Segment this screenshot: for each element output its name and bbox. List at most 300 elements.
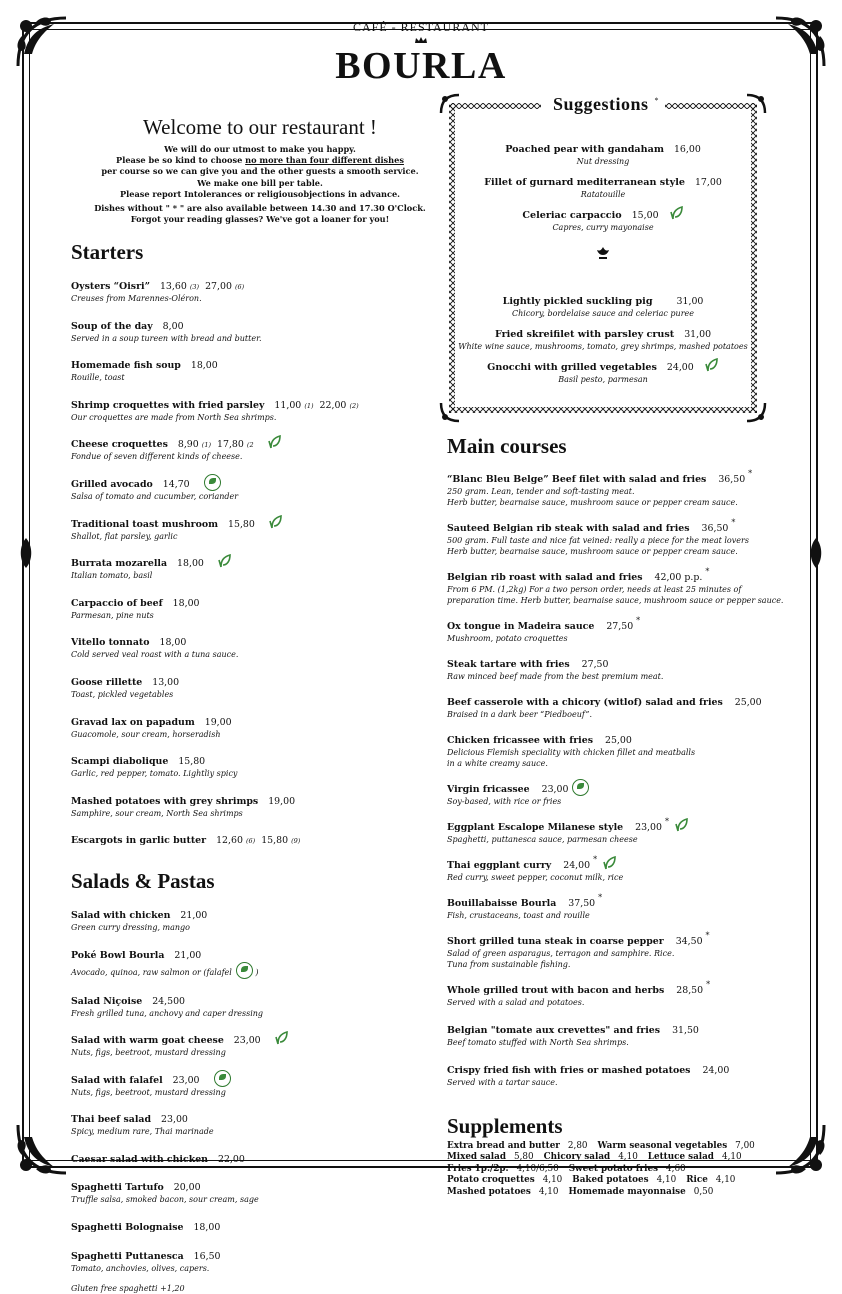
menu-item-price: 8,00 [162, 320, 184, 332]
menu-item-price: 21,00 [180, 910, 208, 922]
menu-item-description-text: Cold served veal roast with a tuna sauce. [71, 650, 239, 660]
starters-list [71, 274, 431, 847]
welcome-line: We make one bill per table. [197, 177, 323, 188]
supplement-name: Mashed potatoes [447, 1186, 531, 1197]
supplement-price: 2,80 [567, 1141, 588, 1151]
menu-item-price: 25,00 [734, 697, 762, 708]
right-column [447, 434, 792, 1198]
portion-note: (1) [302, 401, 314, 410]
menu-item-name: Salad Niçoise [71, 995, 143, 1007]
menu-item [71, 903, 431, 933]
leaf-icon [268, 435, 282, 449]
menu-item-description: Beef tomato stuffed with North Sea shrimps. [447, 1038, 629, 1047]
welcome-text [60, 144, 460, 225]
menu-item-description: Raw minced beef made from the best premium meat. [447, 672, 664, 681]
menu-item-name: Virgin fricassee [447, 784, 530, 795]
portion-note: (6) [243, 837, 256, 846]
menu-item-price: 23,00 [161, 1114, 188, 1126]
menu-item-title-line [71, 1147, 431, 1166]
menu-item-description-text: Avocado, quinoa, raw salmon or (falafel [71, 967, 232, 977]
portion-note: (6) [232, 283, 245, 291]
menu-item-description-text: Tomato, anchovies, olives, capers. [71, 1263, 210, 1273]
menu-item-price: 18,00 [190, 360, 218, 372]
menu-item-price: 42,00 p.p. [654, 572, 703, 583]
menu-item-name: Homemade fish soup [71, 360, 181, 372]
menu-item [71, 1244, 431, 1274]
star-marker: * [731, 517, 736, 527]
menu-item-title-line [447, 1018, 792, 1037]
menu-item-description [71, 1047, 431, 1058]
side-ornament-icon [17, 538, 35, 568]
salads-title: Salads & Pastas [71, 869, 215, 894]
menu-item-description-text: Truffle salsa, smoked bacon, sour cream, sage [71, 1195, 259, 1205]
restaurant-name: BOURLA [335, 45, 507, 87]
supplements-list [447, 1141, 792, 1198]
menu-item-description-text: Green curry dressing, mango [71, 923, 190, 933]
portion-note: (9) [289, 837, 301, 846]
menu-item-title-line [71, 670, 431, 689]
menu-item [447, 614, 792, 644]
menu-item [71, 789, 431, 819]
menu-item-description-text: Our croquettes are made from North Sea shrimps. [71, 412, 277, 422]
star-marker: * [593, 854, 598, 864]
main-courses-list [447, 467, 792, 1088]
menu-item-description-text: Fresh grilled tuna, anchovy and caper dressing [71, 1008, 264, 1018]
menu-item-title-line [447, 690, 792, 709]
menu-item-description-text: Spicy, medium rare, Thai marinade [71, 1127, 214, 1137]
vegan-badge-icon [572, 779, 589, 796]
menu-item-title-line [447, 614, 792, 633]
menu-item-price: 20,00 [173, 1182, 201, 1194]
menu-item-price: 23,00 [233, 1035, 261, 1047]
side-ornament-icon [807, 538, 825, 568]
supplement-price: 4,10 [618, 1152, 638, 1163]
vegan-badge-icon [204, 474, 221, 491]
supplement-price: 0,50 [693, 1186, 714, 1197]
menu-item-description: Fish, crustaceans, toast and rouille [447, 911, 590, 920]
menu-item-title-line [71, 432, 431, 451]
menu-item-title-line [447, 777, 792, 796]
supplement-name: Warm seasonal vegetables [597, 1141, 728, 1151]
corner-flourish-icon [439, 401, 461, 423]
fleur-ornament-icon [596, 247, 610, 259]
menu-item-name: Short grilled tuna steak in coarse pepper [447, 936, 664, 947]
menu-item-description: From 6 PM. (1,2kg) For a two person order, needs at least 25 minutes of [447, 585, 742, 594]
menu-item-price: 18,00 [159, 637, 187, 649]
menu-item-description-text: Fondue of seven different kinds of cheese. [71, 452, 243, 462]
menu-item-title-line [71, 1175, 431, 1194]
menu-item-title-line [71, 749, 431, 768]
star-marker: * [705, 930, 710, 940]
menu-item [447, 891, 792, 921]
menu-item-name: Poké Bowl Bourla [71, 949, 165, 961]
menu-item-name: “Blanc Bleu Belge” Beef filet with salad and fries [447, 474, 707, 485]
menu-item-price: 15,80 [178, 756, 206, 768]
menu-item [71, 591, 431, 621]
vegan-badge-icon [236, 962, 253, 979]
menu-item-title-line [71, 903, 431, 922]
menu-item [447, 777, 792, 807]
menu-item-name: Salad with chicken [71, 910, 171, 922]
menu-item-price: 8,90 [177, 439, 199, 451]
supplement-price: 4,60 [666, 1163, 686, 1174]
menu-item-name: Salad with falafel [71, 1074, 163, 1086]
suggestion-item: Gnocchi with grilled vegetables 24,00 Basil pesto, parmesan [447, 355, 759, 385]
menu-item-description-text: Shallot, flat parsley, garlic [71, 531, 178, 541]
suggestion-item: Fillet of gurnard mediterranean style 17,00 Ratatouille [484, 177, 722, 199]
menu-item-description [71, 768, 431, 779]
menu-item-description: Red curry, sweet pepper, coconut milk, rice [447, 873, 624, 882]
corner-ornament-icon [14, 1121, 70, 1177]
menu-item-description: Herb butter, bearnaise sauce, mushroom sauce or pepper cream sauce. [447, 547, 738, 556]
menu-item [71, 274, 431, 304]
suggestion-item: Celeriac carpaccio 15,00 Capres, curry mayonaise [447, 203, 759, 233]
main-courses-title: Main courses [447, 434, 567, 458]
leaf-icon [218, 554, 232, 568]
menu-item-title-line [447, 516, 792, 535]
menu-item-name: Eggplant Escalope Milanese style [447, 822, 624, 833]
menu-item-description: Braised in a dark beer “Piedboeuf”. [447, 710, 593, 719]
menu-item-title-line [71, 1028, 431, 1047]
menu-item [447, 1058, 792, 1088]
menu-item-name: Sauteed Belgian rib steak with salad and fries [447, 523, 690, 534]
supplement-row [447, 1141, 792, 1152]
menu-item-description: Soy-based, with rice or fries [447, 797, 562, 806]
star-marker: * [748, 468, 753, 478]
menu-item [71, 1107, 431, 1137]
menu-item-name: Cheese croquettes [71, 439, 168, 451]
menu-item [71, 1175, 431, 1205]
star-marker: * [706, 979, 711, 989]
menu-item-description [71, 808, 431, 819]
menu-item-title-line [447, 1058, 792, 1077]
menu-item [71, 1068, 431, 1098]
menu-item-description [71, 610, 431, 621]
menu-item [71, 828, 431, 847]
menu-item-price: 24,500 [152, 995, 186, 1007]
portion-note: (2) [347, 401, 359, 410]
supplement-name: Lettuce salad [647, 1152, 714, 1163]
menu-item-description [71, 451, 431, 462]
menu-item-description [71, 293, 431, 304]
menu-item-price: 19,00 [268, 795, 296, 807]
menu-item-price: 19,00 [204, 716, 232, 728]
menu-item-title-line [71, 1068, 431, 1087]
star-marker: * [664, 816, 669, 826]
menu-item-description [71, 1008, 431, 1019]
menu-item [447, 565, 792, 606]
leaf-icon [675, 818, 689, 832]
crown-icon [414, 36, 428, 44]
supplement-price: 4,10 [656, 1175, 677, 1186]
menu-item-price: 27,50 [581, 659, 609, 670]
star-marker: * [705, 566, 710, 576]
menu-item-title-line [71, 828, 431, 847]
corner-flourish-icon [745, 401, 767, 423]
menu-item-title-line [71, 591, 431, 610]
portion-note: (2 [244, 441, 254, 450]
menu-item [71, 989, 431, 1019]
menu-item-name: Mashed potatoes with grey shrimps [71, 795, 259, 807]
menu-item-name: Belgian "tomate aux crevettes" and fries [447, 1025, 661, 1036]
menu-item-name: Escargots in garlic butter [71, 835, 207, 847]
menu-item [71, 1215, 431, 1234]
menu-item-description: Herb butter, bearnaise sauce, mushroom sauce or pepper cream sauce. [447, 498, 738, 507]
leaf-icon [269, 515, 283, 529]
menu-item-price: 13,60 [159, 281, 187, 292]
menu-item-title-line [447, 728, 792, 747]
supplement-price: 4,10/6,50 [516, 1163, 559, 1174]
menu-item-price: 34,50 [675, 936, 703, 947]
menu-item-price: 37,50 [568, 898, 596, 909]
supplement-price: 4,10 [715, 1175, 736, 1186]
salads-list [71, 903, 431, 1273]
menu-item [447, 728, 792, 769]
menu-item-name: Thai eggplant curry [447, 860, 552, 871]
portion-note: (1) [199, 441, 212, 450]
menu-item-title-line [71, 353, 431, 372]
menu-item-description: Delicious Flemish speciality with chicken fillet and meatballs [447, 748, 696, 757]
menu-item-price: 18,00 [177, 558, 204, 570]
menu-item-description-end: ) [252, 967, 259, 977]
menu-item-title-line [447, 853, 792, 872]
portion-note: (3) [187, 283, 200, 291]
menu-item-description [71, 1194, 431, 1205]
menu-item-price: 18,00 [193, 1222, 221, 1234]
menu-item-title-line [447, 929, 792, 948]
menu-item-description-text: Italian tomato, basil [71, 571, 153, 581]
starters-title: Starters [71, 240, 144, 264]
menu-item-name: Salad with warm goat cheese [71, 1035, 224, 1047]
menu-item-description: Served with a tartar sauce. [447, 1078, 558, 1087]
menu-item-description [71, 1263, 431, 1274]
menu-item [447, 467, 792, 508]
menu-item [71, 432, 431, 462]
menu-item [447, 929, 792, 970]
menu-item-name: Carpaccio of beef [71, 597, 163, 609]
menu-item-price: 17,80 [217, 439, 244, 451]
menu-item-name: Traditional toast mushroom [71, 518, 219, 530]
menu-item-name: Gravad lax on papadum [71, 716, 195, 728]
menu-item-price: 15,80 [261, 835, 289, 847]
menu-item [71, 512, 431, 542]
star-marker: * [598, 892, 603, 902]
menu-item-title-line [71, 512, 431, 531]
menu-item-price: 27,00 [205, 281, 232, 292]
menu-item-name: Caesar salad with chicken [71, 1153, 208, 1165]
menu-item-title-line [447, 978, 792, 997]
menu-item-description [71, 491, 431, 502]
menu-item-price: 23,00 [541, 784, 569, 795]
suggestion-item: Fried skreifilet with parsley crust 31,00 White wine sauce, mushrooms, tomato, grey shrimps, mashed potatoes [458, 329, 748, 351]
menu-item-price: 14,70 [162, 478, 190, 490]
vegan-badge-icon [214, 1070, 231, 1087]
supplement-row [447, 1175, 792, 1186]
leaf-icon [603, 856, 617, 870]
welcome-line: per course so we can give you and the other guests a smooth service. [101, 166, 419, 177]
menu-item-description [71, 649, 431, 660]
menu-item-price: 23,00 [172, 1074, 200, 1086]
menu-item-name: Bouillabaisse Bourla [447, 898, 557, 909]
menu-item-price: 24,00 [702, 1065, 730, 1076]
menu-item-name: Oysters “Oisri” [71, 281, 150, 292]
menu-item-description: Salad of green asparagus, terragon and samphire. Rice. [447, 949, 675, 958]
menu-item-name: Thai beef salad [71, 1114, 152, 1126]
menu-item-description [71, 729, 431, 740]
suggestion-item: Poached pear with gandaham 16,00 Nut dressing [505, 144, 701, 166]
menu-item-description [71, 1126, 431, 1137]
menu-item-title-line [71, 274, 431, 293]
menu-item [71, 1147, 431, 1166]
menu-item-description [71, 412, 431, 423]
supplement-name: Mixed salad [447, 1152, 506, 1163]
menu-item [71, 630, 431, 660]
menu-item-price: 31,50 [672, 1025, 699, 1036]
supplement-name: Rice [686, 1175, 708, 1186]
menu-item-price: 36,50 [718, 474, 746, 485]
leaf-icon [275, 1031, 289, 1045]
menu-item-price: 16,50 [193, 1250, 221, 1262]
menu-item-title-line [71, 943, 431, 962]
supplement-name: Potato croquettes [447, 1175, 535, 1186]
menu-item-name: Spaghetti Puttanesca [71, 1250, 184, 1262]
supplement-price: 5,80 [513, 1152, 534, 1163]
menu-item [447, 690, 792, 720]
menu-item-price: 22,00 [319, 399, 347, 411]
menu-item-description [71, 922, 431, 933]
menu-item-name: Beef casserole with a chicory (witlof) salad and fries [447, 697, 723, 708]
menu-item [447, 652, 792, 682]
supplement-row [447, 1187, 792, 1198]
welcome-line: Dishes without " * " are also available between 14.30 and 17.30 O'Clock. [94, 203, 426, 214]
menu-item-title-line [71, 472, 431, 491]
menu-item [447, 815, 792, 845]
menu-item-description-text: Parmesan, pine nuts [71, 610, 154, 620]
supplement-name: Sweet potato fries [568, 1163, 659, 1174]
menu-item-name: Goose rillette [71, 676, 143, 688]
gluten-free-note: Gluten free spaghetti +1,20 [71, 1284, 185, 1294]
menu-item-price: 12,60 [216, 835, 243, 847]
menu-item-price: 23,00 [635, 822, 662, 833]
menu-item-description: 500 gram. Full taste and nice fat veined: really a piece for the meat lovers [447, 536, 749, 545]
menu-item [447, 853, 792, 883]
menu-item-name: Chicken fricassee with fries [447, 735, 593, 746]
supplement-row [447, 1152, 792, 1163]
menu-item-description [71, 570, 431, 581]
supplement-price: 4,10 [542, 1175, 563, 1186]
welcome-title: Welcome to our restaurant ! [143, 115, 377, 139]
menu-item-description-text: Served in a soup tureen with bread and butter. [71, 333, 262, 343]
menu-item-name: Crispy fried fish with fries or mashed potatoes [447, 1065, 691, 1076]
menu-item [447, 1018, 792, 1048]
menu-item-price: 18,00 [172, 597, 200, 609]
menu-item-name: Ox tongue in Madeira sauce [447, 621, 595, 632]
menu-item-title-line [71, 710, 431, 729]
welcome-line: We will do our utmost to make you happy. [164, 144, 356, 154]
menu-item-description: preparation time. Herb butter, bearnaise sauce, mushroom sauce or pepper sauce. [447, 596, 784, 605]
menu-item-description: in a white creamy sauce. [447, 759, 548, 768]
menu-item [71, 670, 431, 700]
brand-subtitle: CAFÉ - RESTAURANT [352, 20, 490, 34]
menu-item-description-text: Toast, pickled vegetables [71, 689, 174, 699]
menu-item-name: Belgian rib roast with salad and fries [447, 572, 643, 583]
menu-item [71, 749, 431, 779]
menu-item-title-line [447, 815, 792, 834]
left-column [71, 240, 431, 1294]
supplements-title: Supplements [447, 1114, 563, 1138]
menu-item-price: 24,00 [563, 860, 591, 871]
menu-item-title-line [447, 652, 792, 671]
menu-item [71, 472, 431, 502]
menu-item-description-text: Guacomole, sour cream, horseradish [71, 729, 221, 739]
menu-item-price: 21,00 [174, 949, 202, 961]
supplement-name: Chicory salad [543, 1152, 611, 1163]
menu-item-title-line [71, 789, 431, 808]
menu-item-description [71, 689, 431, 700]
menu-item-description [71, 962, 431, 979]
menu-item-name: Whole grilled trout with bacon and herbs [447, 985, 665, 996]
menu-item-price: 11,00 [274, 399, 302, 411]
menu-item-title-line [71, 1215, 431, 1234]
menu-item-description: 250 gram. Lean, tender and soft-tasting meat. [447, 487, 635, 496]
menu-item-description-text: Creuses from Marennes-Oléron. [71, 294, 202, 303]
menu-item-description-text: Samphire, sour cream, North Sea shrimps [71, 808, 243, 818]
menu-item-price: 28,50 [676, 985, 704, 996]
menu-item-price: 27,50 [606, 621, 634, 632]
menu-item-description [71, 333, 431, 344]
menu-item-title-line [71, 393, 431, 412]
menu-item-name: Grilled avocado [71, 478, 153, 490]
leaf-icon [705, 358, 719, 372]
menu-item-description: Tuna from sustainable fishing. [447, 960, 571, 969]
menu-item-description: Served with a salad and potatoes. [447, 998, 585, 1007]
menu-item-description-text: Salsa of tomato and cucumber, coriander [71, 491, 239, 501]
menu-item-title-line [71, 989, 431, 1008]
menu-item-title-line [447, 565, 792, 584]
menu-item-description-text: Nuts, figs, beetroot, mustard dressing [71, 1087, 226, 1097]
suggestions-box [447, 94, 759, 413]
menu-item-price: 13,00 [152, 676, 180, 688]
menu-item-description [71, 531, 431, 542]
supplement-price: 4,10 [538, 1186, 559, 1197]
menu-item-name: Spaghetti Bolognaise [71, 1222, 184, 1234]
welcome-line: Please report Intolerances or religiousobjections in advance. [119, 188, 400, 199]
menu-item-name: Scampi diabolique [71, 756, 169, 768]
menu-item-title-line [71, 1244, 431, 1263]
menu-item [71, 551, 431, 581]
menu-item-price: 25,00 [604, 735, 632, 746]
menu-item [71, 353, 431, 383]
menu-item-name: Shrimp croquettes with fried parsley [71, 399, 265, 411]
menu-item [71, 1028, 431, 1058]
supplement-price: 4,10 [721, 1152, 742, 1163]
welcome-line: Forgot your reading glasses? We've got a loaner for you! [130, 214, 390, 225]
suggestion-item: Lightly pickled suckling pig 31,00 Chicory, bordelaise sauce and celeriac puree [502, 296, 704, 318]
menu-item-title-line [447, 891, 792, 910]
leaf-icon [670, 206, 684, 220]
supplement-price: 7,00 [735, 1141, 755, 1151]
suggestions-title: Suggestions * [447, 94, 759, 115]
menu-item [71, 710, 431, 740]
menu-item-title-line [71, 630, 431, 649]
menu-item-name: Steak tartare with fries [447, 659, 570, 670]
menu-item [71, 943, 431, 979]
menu-item-description-text: Rouille, toast [71, 373, 125, 383]
welcome-line: Please be so kind to choose no more than four different dishes [116, 155, 404, 166]
menu-item-name: Spaghetti Tartufo [71, 1182, 164, 1194]
menu-item-description-text: Nuts, figs, beetroot, mustard dressing [71, 1048, 226, 1058]
menu-item-title-line [71, 314, 431, 333]
